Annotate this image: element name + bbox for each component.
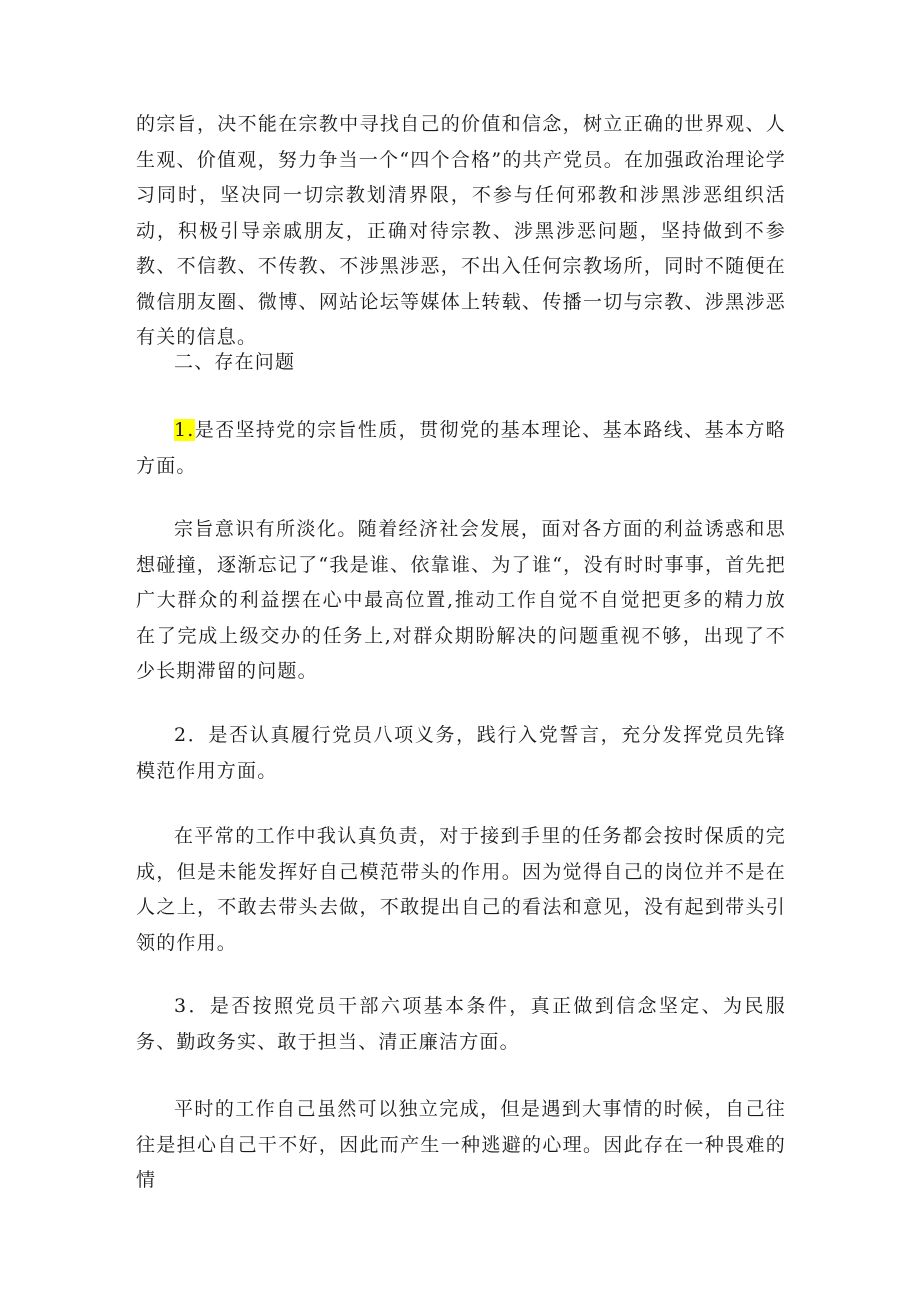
paragraph-continuation: 的宗旨，决不能在宗教中寻找自己的价值和信念，树立正确的世界观、人生观、价值观，努力争当一个“四个合格”的共产党员。在加强政治理论学习同时，坚决同一切宗教划清界限，不参与任何邪教和涉黑涉恶组织活动，积极引导亲戚朋友，正确对待宗教、涉黑涉恶问题，坚持做到不参教、不信教、不传教、不涉黑涉恶，不出入任何宗教场所，同时不随便在微信朋友圈、微博、网站论坛等媒体上转载、传播一切与宗教、涉黑涉恶有关的信息。 — [136, 113, 786, 348]
question-3: 3．是否按照党员干部六项基本条件，真正做到信念坚定、为民服务、勤政务实、敢于担当、清正廉洁方面。 — [136, 995, 786, 1053]
question-1-text: 是否坚持党的宗旨性质，贯彻党的基本理论、基本路线、基本方略方面。 — [136, 419, 786, 477]
answer-1: 宗旨意识有所淡化。随着经济社会发展，面对各方面的利益诱惑和思想碰撞，逐渐忘记了“我是谁、依靠谁、为了谁“，没有时时事事，首先把广大群众的利益摆在心中最高位置,推动工作自觉不自觉把更多的精力放在了完成上级交办的任务上,对群众期盼解决的问题重视不够，出现了不少长期滞留的问题。 — [136, 518, 786, 682]
question-1 — [136, 413, 786, 484]
answer-2: 在平常的工作中我认真负责，对于接到手里的任务都会按时保质的完成，但是未能发挥好自己模范带头的作用。因为觉得自己的岗位并不是在人之上，不敢去带头去做，不敢提出自己的看法和意见，没有起到带头引领的作用。 — [136, 825, 786, 954]
section-heading: 二、存在问题 — [174, 351, 296, 373]
answer-3: 平时的工作自己虽然可以独立完成，但是遇到大事情的时候，自己往往是担心自己干不好，因此而产生一种逃避的心理。因此存在一种畏难的情 — [136, 1098, 786, 1191]
question-1-number-highlight: 1. — [174, 419, 195, 441]
question-2: 2．是否认真履行党员八项义务，践行入党誓言，充分发挥党员先锋模范作用方面。 — [136, 724, 786, 782]
